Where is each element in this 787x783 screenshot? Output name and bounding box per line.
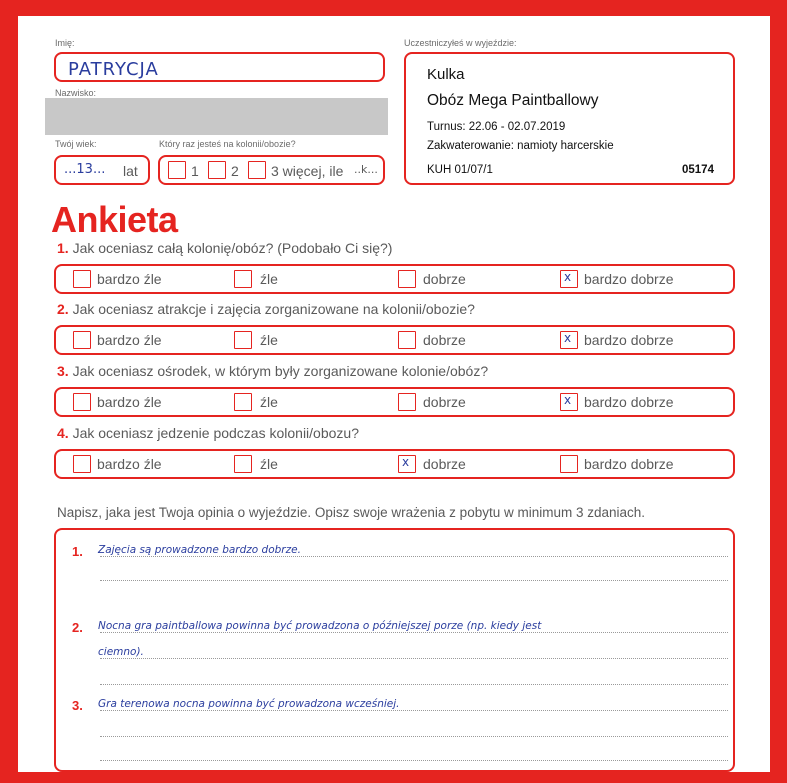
trip-info-box: [404, 52, 735, 185]
q1-option-dobrze[interactable]: [398, 270, 416, 288]
trip-code: KUH 01/07/1: [427, 164, 493, 176]
surname-redacted-field: [45, 98, 388, 135]
times-checkbox-3-more[interactable]: [248, 161, 266, 179]
trip-accommodation: Zakwaterowanie: namioty harcerskie: [427, 140, 614, 152]
times-checkbox-2[interactable]: [208, 161, 226, 179]
question-2: [57, 301, 475, 317]
name-field[interactable]: [54, 52, 385, 82]
question-number: 3.: [57, 363, 69, 379]
question-number: 4.: [57, 425, 69, 441]
participant-label: Uczestniczyłeś w wyjeździe:: [404, 38, 517, 48]
trip-company: Kulka: [427, 66, 465, 83]
opinion-number-2: 2.: [72, 620, 83, 635]
times-count-value: ..k...: [354, 163, 378, 176]
q1-option-zle[interactable]: [234, 270, 252, 288]
q3-option-dobrze[interactable]: [398, 393, 416, 411]
q2-option-bardzo-dobrze[interactable]: [560, 331, 578, 349]
times-option-3-more: 3 więcej, ile: [271, 163, 344, 179]
option-label: źle: [260, 332, 278, 348]
ruled-line: [100, 760, 728, 761]
question-1: [57, 240, 392, 256]
option-label: źle: [260, 456, 278, 472]
q3-option-zle[interactable]: [234, 393, 252, 411]
age-unit: lat: [123, 163, 138, 179]
option-label: bardzo dobrze: [584, 332, 674, 348]
age-field[interactable]: [54, 155, 150, 185]
q4-option-dobrze[interactable]: [398, 455, 416, 473]
option-label: bardzo dobrze: [584, 271, 674, 287]
q3-option-bardzo-zle[interactable]: [73, 393, 91, 411]
q2-option-bardzo-zle[interactable]: [73, 331, 91, 349]
question-text: Jak oceniasz jedzenie podczas kolonii/obozu?: [72, 425, 359, 441]
question-4: [57, 425, 359, 441]
answer-row-3: [54, 387, 735, 417]
ruled-line: [100, 632, 728, 633]
option-label: źle: [260, 394, 278, 410]
ruled-line: [100, 658, 728, 659]
trip-number: 05174: [682, 164, 714, 176]
option-label: dobrze: [423, 271, 466, 287]
ruled-line: [100, 684, 728, 685]
opinion-text-2: Nocna gra paintballowa powinna być prowadzona o późniejszej porze (np. kiedy jest: [98, 620, 542, 632]
question-number: 1.: [57, 240, 69, 256]
answer-row-4: [54, 449, 735, 479]
times-option-1: 1: [191, 163, 199, 179]
option-label: źle: [260, 271, 278, 287]
q1-option-bardzo-zle[interactable]: [73, 270, 91, 288]
ruled-line: [100, 580, 728, 581]
name-value: PATRYCJA: [68, 59, 159, 80]
opinion-prompt: Napisz, jaka jest Twoja opinia o wyjeździe. Opisz swoje wrażenia z pobytu w minimum 3 zdaniach.: [57, 505, 646, 520]
trip-camp-name: Obóz Mega Paintballowy: [427, 92, 599, 109]
opinion-number-1: 1.: [72, 544, 83, 559]
opinion-box[interactable]: [54, 528, 735, 772]
option-label: bardzo źle: [97, 332, 162, 348]
answer-row-2: [54, 325, 735, 355]
answer-row-1: [54, 264, 735, 294]
q4-option-bardzo-zle[interactable]: [73, 455, 91, 473]
survey-title: Ankieta: [51, 199, 178, 240]
question-text: Jak oceniasz atrakcje i zajęcia zorganizowane na kolonii/obozie?: [72, 301, 475, 317]
ruled-line: [100, 710, 728, 711]
option-label: bardzo źle: [97, 394, 162, 410]
ruled-line: [100, 736, 728, 737]
option-label: dobrze: [423, 456, 466, 472]
ruled-line: [100, 556, 728, 557]
check-mark: x: [402, 455, 410, 469]
age-value: ...13...: [64, 162, 106, 177]
question-text: Jak oceniasz ośrodek, w którym były zorganizowane kolonie/obóz?: [72, 363, 489, 379]
check-mark: x: [564, 331, 572, 345]
times-field: [158, 155, 385, 185]
option-label: bardzo dobrze: [584, 394, 674, 410]
opinion-text-3: Gra terenowa nocna powinna być prowadzona wcześniej.: [98, 698, 400, 710]
surname-label: Nazwisko:: [55, 88, 97, 98]
times-checkbox-1[interactable]: [168, 161, 186, 179]
times-option-2: 2: [231, 163, 239, 179]
survey-sheet: [18, 16, 770, 772]
opinion-text-1: Zajęcia są prowadzone bardzo dobrze.: [98, 544, 301, 556]
q1-option-bardzo-dobrze[interactable]: [560, 270, 578, 288]
option-label: dobrze: [423, 332, 466, 348]
q3-option-bardzo-dobrze[interactable]: [560, 393, 578, 411]
opinion-text-2-continued: ciemno).: [98, 646, 144, 658]
trip-turnus: Turnus: 22.06 - 02.07.2019: [427, 121, 566, 133]
q2-option-zle[interactable]: [234, 331, 252, 349]
option-label: bardzo źle: [97, 271, 162, 287]
check-mark: x: [564, 270, 572, 284]
times-label: Który raz jesteś na kolonii/obozie?: [159, 139, 296, 149]
q2-option-dobrze[interactable]: [398, 331, 416, 349]
question-number: 2.: [57, 301, 69, 317]
name-label: Imię:: [55, 38, 75, 48]
option-label: bardzo źle: [97, 456, 162, 472]
q4-option-zle[interactable]: [234, 455, 252, 473]
opinion-number-3: 3.: [72, 698, 83, 713]
question-text: Jak oceniasz całą kolonię/obóz? (Podobało Ci się?): [72, 240, 393, 256]
check-mark: x: [564, 393, 572, 407]
option-label: dobrze: [423, 394, 466, 410]
question-3: [57, 363, 488, 379]
q4-option-bardzo-dobrze[interactable]: [560, 455, 578, 473]
option-label: bardzo dobrze: [584, 456, 674, 472]
age-label: Twój wiek:: [55, 139, 97, 149]
